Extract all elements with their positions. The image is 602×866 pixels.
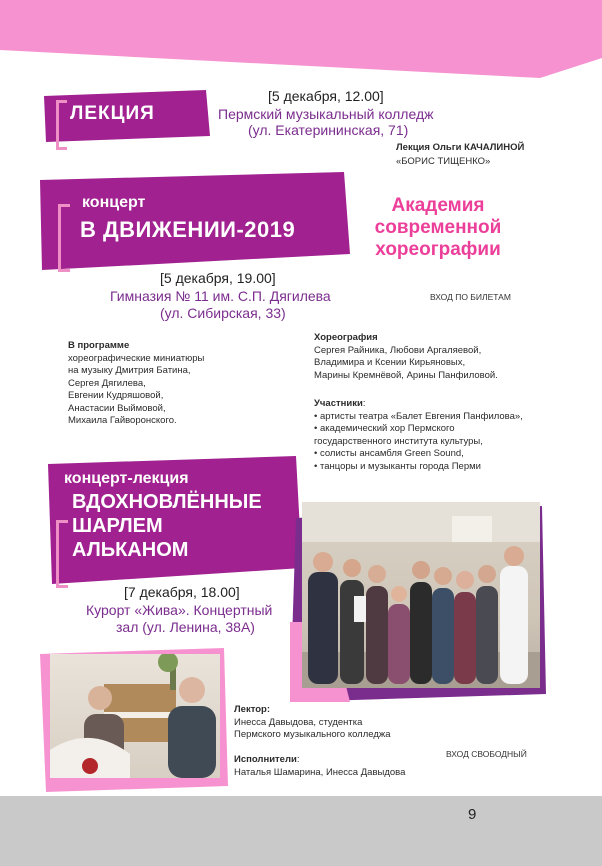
lecturer-block bbox=[234, 704, 454, 742]
program-heading: В программе bbox=[68, 340, 130, 351]
lecture-venue-line2: (ул. Екатерининская, 71) bbox=[248, 122, 409, 138]
academy-line2: современной bbox=[374, 217, 502, 238]
choreography-block bbox=[314, 332, 544, 382]
program-block bbox=[68, 340, 268, 428]
concert-lecture-title-line1: ВДОХНОВЛЁННЫЕ bbox=[72, 491, 262, 513]
concert-title: В ДВИЖЕНИИ-2019 bbox=[80, 217, 296, 242]
program-line: хореографические миниатюры bbox=[68, 352, 205, 364]
concert-lecture-date: [7 декабря, 18.00] bbox=[124, 584, 240, 600]
program-line: Михаила Гайворонского. bbox=[68, 415, 177, 426]
program-line: Анастасии Выймовой, bbox=[68, 402, 166, 414]
performers-heading bbox=[234, 754, 454, 767]
performers-line: Наталья Шамарина, Инесса Давыдова bbox=[234, 766, 406, 778]
concert-lecture-title-line3: АЛЬКАНОМ bbox=[72, 539, 189, 561]
performers-heading-text: Исполнители bbox=[234, 754, 297, 765]
concert-lecture-title bbox=[72, 490, 262, 562]
concert-lecture-title-line2: ШАРЛЕМ bbox=[72, 515, 163, 537]
page-footer bbox=[0, 796, 602, 866]
choreography-line: Владимира и Ксении Кирьяновых, bbox=[314, 357, 466, 368]
performers-block bbox=[234, 754, 454, 779]
participants-line: • танцоры и музыканты города Перми bbox=[314, 460, 481, 472]
choreography-heading: Хореография bbox=[314, 332, 378, 343]
participants-block bbox=[314, 398, 554, 473]
academy-line3: хореографии bbox=[375, 239, 501, 260]
concert-venue-line1: Гимназия № 11 им. С.П. Дягилева bbox=[110, 288, 331, 304]
lecture-venue-line1: Пермский музыкальный колледж bbox=[218, 106, 434, 122]
participants-heading-text: Участники bbox=[314, 398, 363, 409]
participants-heading bbox=[314, 398, 554, 411]
lecture-title: «БОРИС ТИЩЕНКО» bbox=[396, 156, 491, 167]
concert-lecture-venue-line2: зал (ул. Ленина, 38А) bbox=[116, 619, 255, 635]
concert-lecture-ribbon bbox=[48, 456, 304, 596]
lecturer-line: Пермского музыкального колледжа bbox=[234, 729, 391, 740]
lecturer-heading: Лектор: bbox=[234, 704, 271, 715]
group-photo bbox=[302, 502, 540, 688]
lecture-speaker bbox=[396, 142, 524, 153]
concert-lecture-tag: концерт-лекция bbox=[64, 470, 189, 487]
program-line: Евгении Кудряшовой, bbox=[68, 390, 164, 401]
free-entry: ВХОД СВОБОДНЫЙ bbox=[446, 749, 527, 759]
lecturer-line: Инесса Давыдова, студентка bbox=[234, 716, 363, 728]
lecture-ribbon bbox=[44, 90, 214, 146]
program-line: на музыку Дмитрия Батина, bbox=[68, 365, 191, 376]
page-number: 9 bbox=[468, 806, 477, 823]
header-band bbox=[0, 0, 602, 80]
choreography-line: Сергея Райника, Любови Аргаляевой, bbox=[314, 344, 482, 356]
participants-line: • солисты ансамбля Green Sound, bbox=[314, 448, 464, 459]
academy-name bbox=[358, 195, 518, 261]
participants-line: государственного института культуры, bbox=[314, 435, 483, 447]
choreography-line: Марины Кремнёвой, Арины Панфиловой. bbox=[314, 369, 498, 381]
academy-line1: Академия bbox=[391, 195, 485, 216]
lecture-speaker-prefix: Лекция Ольги bbox=[396, 142, 465, 153]
concert-tag: концерт bbox=[82, 194, 146, 211]
lecture-date: [5 декабря, 12.00] bbox=[268, 88, 384, 104]
lecture-speaker-name: КАЧАЛИНОЙ bbox=[464, 142, 525, 153]
concert-date: [5 декабря, 19.00] bbox=[160, 270, 276, 286]
participants-line: • академический хор Пермского bbox=[314, 423, 455, 434]
concert-venue-line2: (ул. Сибирская, 33) bbox=[160, 305, 286, 321]
performers-heading-colon: : bbox=[296, 754, 300, 765]
program-line: Сергея Дягилева, bbox=[68, 377, 146, 389]
participants-line: • артисты театра «Балет Евгения Панфилова», bbox=[314, 410, 523, 422]
concert-entry: ВХОД ПО БИЛЕТАМ bbox=[430, 292, 511, 302]
participants-heading-colon: : bbox=[362, 398, 366, 409]
lecture-tag: ЛЕКЦИЯ bbox=[70, 103, 155, 124]
concert-lecture-venue-line1: Курорт «Жива». Концертный bbox=[86, 602, 273, 618]
concert-ribbon bbox=[40, 172, 352, 274]
piano-photo bbox=[50, 654, 220, 778]
